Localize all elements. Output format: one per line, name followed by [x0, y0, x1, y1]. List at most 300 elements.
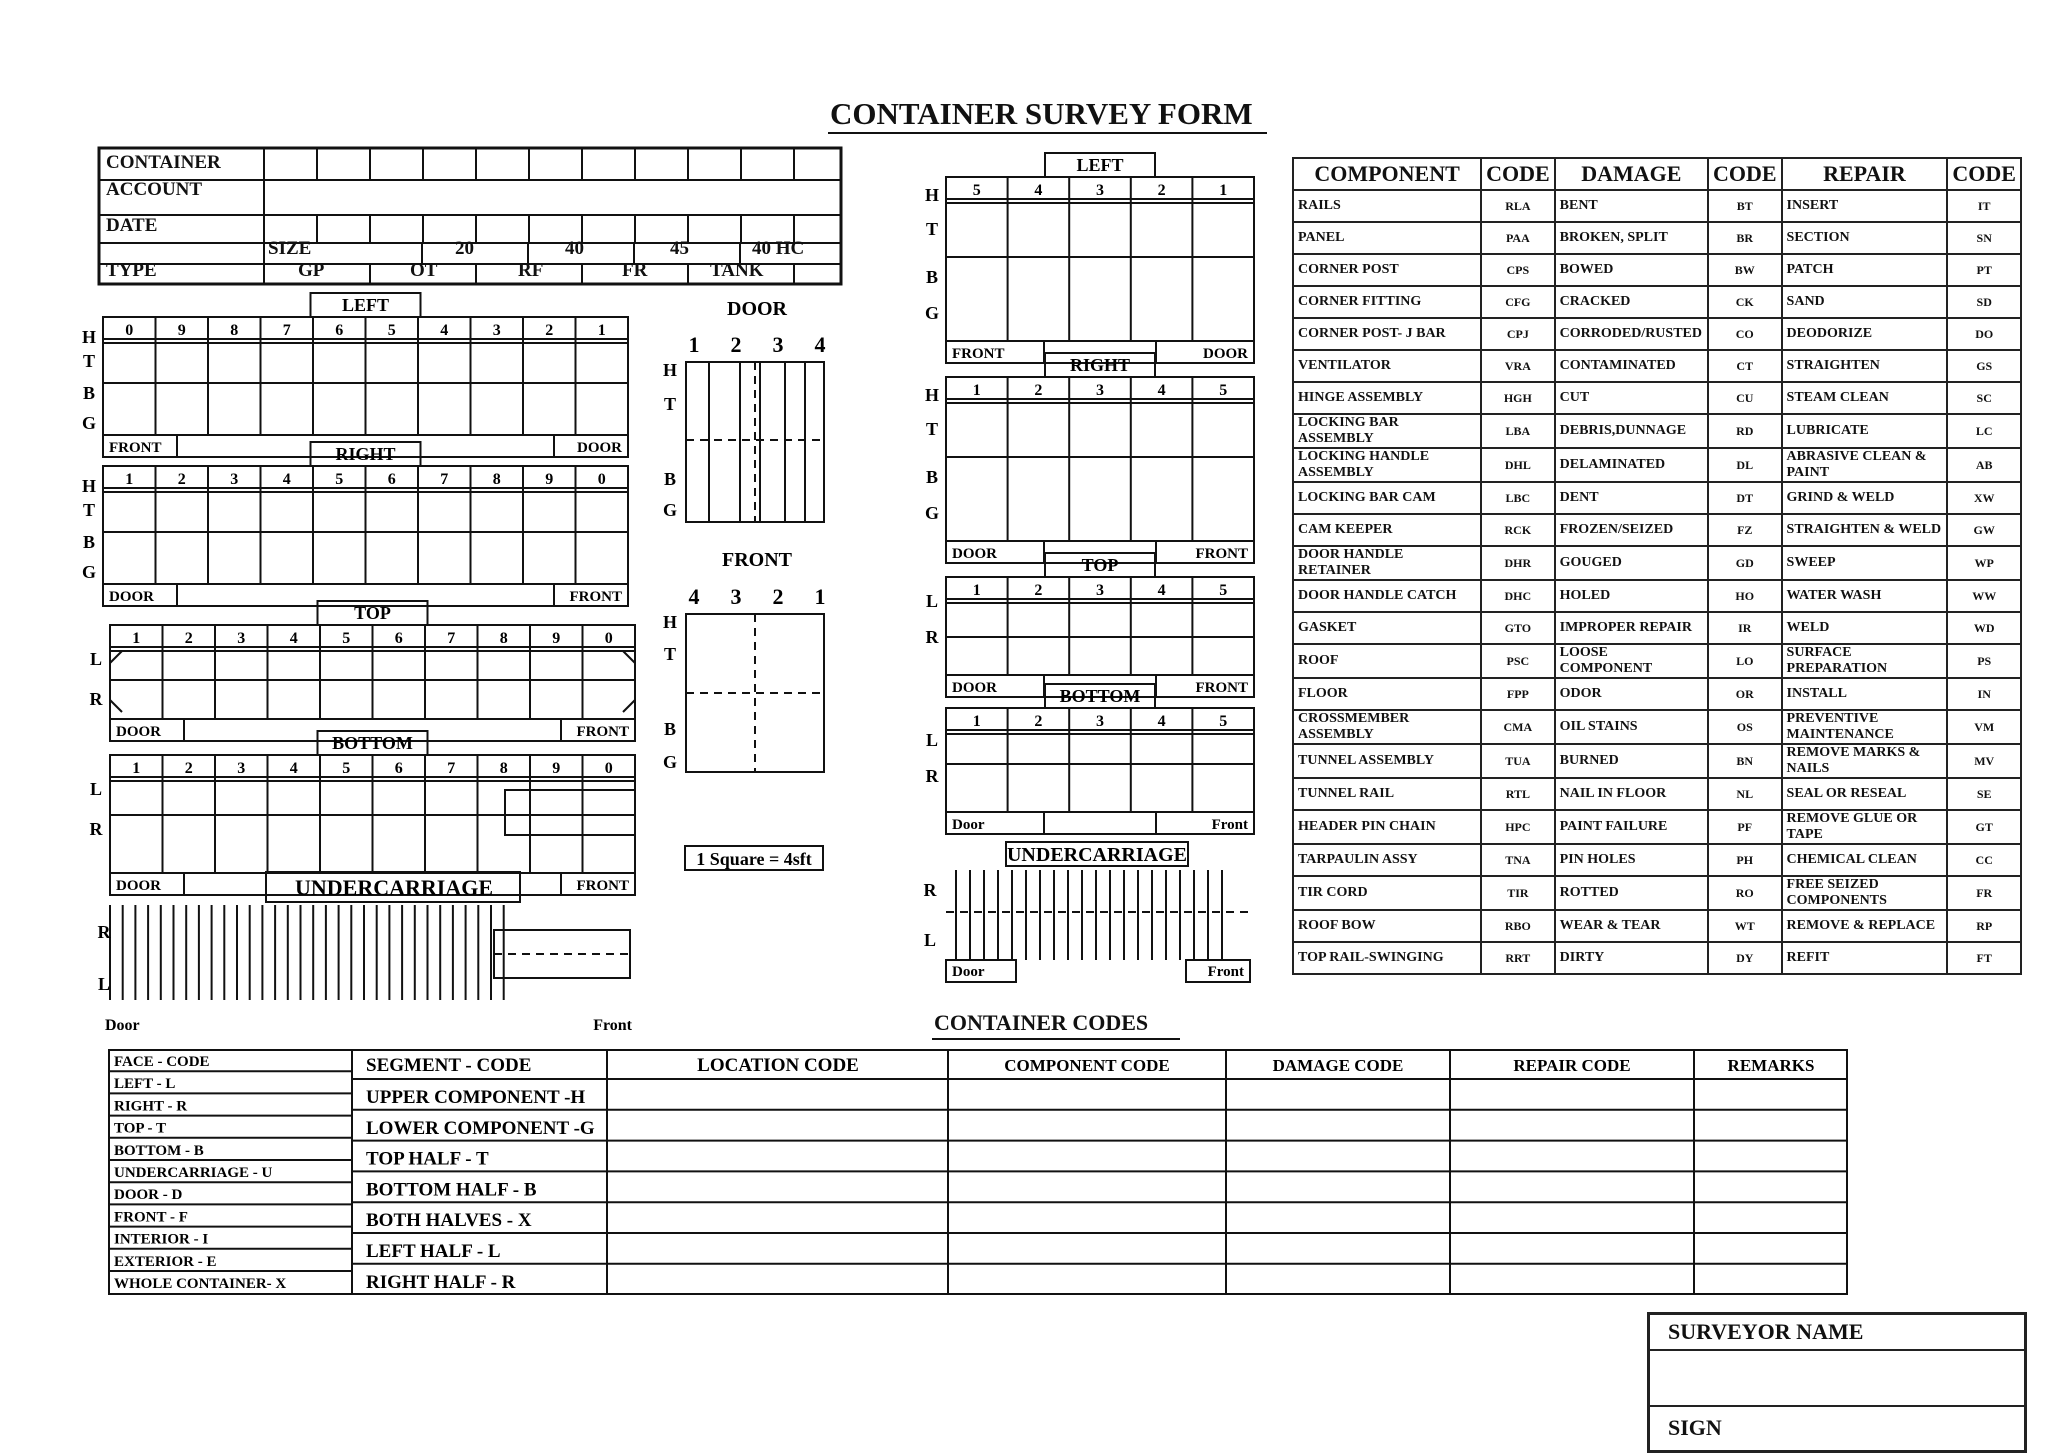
left_panel.top-col-8: 9: [552, 630, 561, 647]
left_panel.top-row-L: L: [89, 649, 103, 669]
type-fr: FR: [622, 260, 648, 281]
ref-cell: LO: [1708, 644, 1782, 678]
ref-cell: PF: [1708, 810, 1782, 844]
left_panel.right-row-G: G: [81, 562, 97, 582]
left_panel.bottom-col-2: 3: [237, 760, 246, 777]
left_panel.right-row-T: T: [82, 500, 96, 520]
left_panel.bottom-end: FRONT: [576, 878, 629, 894]
ref-cell: FLOOR: [1293, 678, 1481, 710]
left_panel.bottom-col-5: 6: [394, 760, 403, 777]
ref-cell: TOP RAIL-SWINGING: [1293, 942, 1481, 974]
mid_panel.right-end: FRONT: [1195, 546, 1248, 562]
left_panel.right-row-H: H: [81, 476, 97, 496]
segment-0: UPPER COMPONENT -H: [366, 1087, 586, 1108]
door-row-G: G: [662, 500, 678, 520]
left_panel.left-col-7: 3: [492, 322, 501, 339]
left_panel.top-col-2: 3: [237, 630, 246, 647]
size-label: SIZE: [268, 238, 312, 259]
mid_panel.top-col-4: 5: [1219, 582, 1228, 599]
left-uc-row-L: L: [97, 974, 111, 994]
door-col-0: 1: [688, 332, 700, 357]
ref-cell: CPJ: [1481, 318, 1555, 350]
ref-cell: REMOVE & REPLACE: [1782, 910, 1948, 942]
ref-cell: ROTTED: [1555, 876, 1708, 910]
ref-cell: LBC: [1481, 482, 1555, 514]
ref-cell: RAILS: [1293, 190, 1481, 222]
surveyor-name-field[interactable]: [1654, 1353, 2020, 1401]
ref-cell: DL: [1708, 448, 1782, 482]
ref-cell: NL: [1708, 778, 1782, 810]
ref-cell: TUNNEL ASSEMBLY: [1293, 744, 1481, 778]
left_panel.bottom-col-1: 2: [184, 760, 193, 777]
mid_panel.right-row-H: H: [924, 385, 940, 405]
segment-1: LOWER COMPONENT -G: [366, 1117, 595, 1139]
left_panel.top-col-4: 5: [342, 630, 351, 647]
ref-cell: DY: [1708, 942, 1782, 974]
left_panel.right-start: DOOR: [109, 589, 154, 605]
left_panel.top-start: DOOR: [116, 724, 161, 740]
date-label: DATE: [106, 215, 158, 236]
mid_panel.left-row-B: B: [925, 267, 939, 287]
size-45: 45: [670, 238, 689, 259]
ref-cell: MV: [1947, 744, 2021, 778]
mid_panel.top-col-0: 1: [972, 582, 981, 599]
left_panel.left-col-5: 5: [387, 322, 396, 339]
left_panel.right-col-1: 2: [177, 471, 186, 488]
ref-cell: GD: [1708, 546, 1782, 580]
ref-cell: INSTALL: [1782, 678, 1948, 710]
ref-cell: DOOR HANDLE CATCH: [1293, 580, 1481, 612]
ref-cell: GTO: [1481, 612, 1555, 644]
ref-cell: PT: [1947, 254, 2021, 286]
left_panel.bottom-start: DOOR: [116, 878, 161, 894]
ref-cell: GASKET: [1293, 612, 1481, 644]
left_panel.right-col-7: 8: [492, 471, 501, 488]
ref-cell: REFIT: [1782, 942, 1948, 974]
container-codes-title: CONTAINER CODES: [934, 1010, 1149, 1035]
mid_panel.right-row-T: T: [925, 419, 939, 439]
ref-cell: CRACKED: [1555, 286, 1708, 318]
mid_panel.left-row-T: T: [925, 219, 939, 239]
left_panel.left-col-3: 7: [282, 322, 291, 339]
left_panel.left-label: LEFT: [341, 295, 390, 315]
face-code-0: FACE - CODE: [114, 1054, 210, 1070]
ref-cell: RCK: [1481, 514, 1555, 546]
ref-cell: BROKEN, SPLIT: [1555, 222, 1708, 254]
left_panel.bottom-col-7: 8: [499, 760, 508, 777]
type-gp: GP: [298, 260, 325, 281]
mid_panel.top-col-3: 4: [1157, 582, 1166, 599]
front-col-0: 4: [688, 584, 700, 609]
left-uc-start: Door: [105, 1017, 140, 1034]
type-rf: RF: [518, 260, 544, 281]
mid_panel.left-col-1: 4: [1034, 182, 1043, 199]
ref-cell: CAM KEEPER: [1293, 514, 1481, 546]
mid-uc-start: Door: [952, 964, 985, 980]
mid_panel.left-label: LEFT: [1076, 155, 1124, 175]
ref-cell: INSERT: [1782, 190, 1948, 222]
ref-cell: SE: [1947, 778, 2021, 810]
mid_panel.bottom-col-4: 5: [1219, 713, 1228, 730]
face-code-10: WHOLE CONTAINER- X: [114, 1276, 287, 1292]
door-col-1: 2: [730, 332, 742, 357]
mid-uc-row-R: R: [923, 880, 937, 900]
mid_panel.right-label: RIGHT: [1069, 355, 1131, 375]
left_panel.left-row-G: G: [81, 413, 97, 433]
ref-cell: HINGE ASSEMBLY: [1293, 382, 1481, 414]
ref-cell: HEADER PIN CHAIN: [1293, 810, 1481, 844]
left_panel.right-col-8: 9: [545, 471, 554, 488]
mid_panel.left-row-H: H: [924, 185, 940, 205]
ref-cell: LBA: [1481, 414, 1555, 448]
door-label: DOOR: [727, 298, 787, 320]
ref-cell: IT: [1947, 190, 2021, 222]
mid_panel.bottom-col-1: 2: [1034, 713, 1043, 730]
ref-cell: WW: [1947, 580, 2021, 612]
left_panel.top-end: FRONT: [576, 724, 629, 740]
mid_panel.bottom-row-R: R: [925, 766, 939, 786]
ref-cell: RBO: [1481, 910, 1555, 942]
left_panel.bottom-col-4: 5: [342, 760, 351, 777]
face-code-9: EXTERIOR - E: [114, 1253, 217, 1270]
mid_panel.left-col-3: 2: [1157, 182, 1166, 199]
mid_panel.right-row-B: B: [925, 467, 939, 487]
container-label: CONTAINER: [106, 152, 221, 173]
ref-cell: RTL: [1481, 778, 1555, 810]
ref-cell: PATCH: [1782, 254, 1948, 286]
ref-cell: LOCKING BAR ASSEMBLY: [1293, 414, 1481, 448]
face-code-8: INTERIOR - I: [114, 1231, 209, 1248]
ref-cell: DHL: [1481, 448, 1555, 482]
ref-cell: WT: [1708, 910, 1782, 942]
mid-uc-end: Front: [1207, 964, 1244, 980]
ref-cell: GRIND & WELD: [1782, 482, 1948, 514]
ref-cell: CU: [1708, 382, 1782, 414]
ref-cell: STRAIGHTEN & WELD: [1782, 514, 1948, 546]
size-20: 20: [455, 238, 474, 259]
ref-cell: CORNER POST: [1293, 254, 1481, 286]
front-label: FRONT: [722, 549, 792, 571]
codes-header-2: DAMAGE CODE: [1272, 1056, 1404, 1075]
type-tank: TANK: [710, 260, 764, 281]
ref-cell: RD: [1708, 414, 1782, 448]
ref-cell: LUBRICATE: [1782, 414, 1948, 448]
door-col-2: 3: [772, 332, 784, 357]
mid_panel.top-col-1: 2: [1034, 582, 1043, 599]
front-col-1: 3: [730, 584, 742, 609]
ref-cell: CK: [1708, 286, 1782, 318]
ref-cell: HPC: [1481, 810, 1555, 844]
left_panel.top-col-9: 0: [604, 630, 613, 647]
page-title: CONTAINER SURVEY FORM: [830, 96, 1253, 131]
ref-cell: GOUGED: [1555, 546, 1708, 580]
ref-cell: IR: [1708, 612, 1782, 644]
left_panel.top-col-5: 6: [394, 630, 403, 647]
mid_panel.right-col-0: 1: [972, 382, 981, 399]
ref-cell: DOOR HANDLE RETAINER: [1293, 546, 1481, 580]
left_panel.right-label: RIGHT: [335, 444, 396, 464]
mid-undercarriage-label: UNDERCARRIAGE: [1006, 844, 1188, 866]
left_panel.top-col-6: 7: [447, 630, 456, 647]
front-col-2: 2: [772, 584, 784, 609]
ref-header-1: CODE: [1481, 158, 1555, 190]
surveyor-box: [1647, 1312, 2027, 1453]
ref-cell: AB: [1947, 448, 2021, 482]
mid_panel.top-end: FRONT: [1195, 680, 1248, 696]
ref-cell: STEAM CLEAN: [1782, 382, 1948, 414]
ref-header-4: REPAIR: [1782, 158, 1948, 190]
mid-uc-row-L: L: [923, 930, 937, 950]
left_panel.right-col-6: 7: [440, 471, 449, 488]
ref-cell: DHC: [1481, 580, 1555, 612]
left_panel.left-col-1: 9: [177, 322, 186, 339]
mid_panel.right-row-G: G: [924, 503, 940, 523]
ref-cell: CC: [1947, 844, 2021, 876]
ref-cell: TUNNEL RAIL: [1293, 778, 1481, 810]
ref-cell: BURNED: [1555, 744, 1708, 778]
mid_panel.top-row-L: L: [925, 591, 939, 611]
front-row-G: G: [662, 752, 678, 772]
door-col-3: 4: [814, 332, 826, 357]
ref-cell: REMOVE MARKS & NAILS: [1782, 744, 1948, 778]
ref-cell: FPP: [1481, 678, 1555, 710]
account-label: ACCOUNT: [106, 179, 203, 200]
ref-cell: IN: [1947, 678, 2021, 710]
left_panel.top-col-7: 8: [499, 630, 508, 647]
mid_panel.bottom-start: Door: [952, 817, 985, 833]
type-label: TYPE: [106, 260, 157, 281]
mid_panel.right-col-2: 3: [1096, 382, 1104, 399]
ref-cell: ROOF BOW: [1293, 910, 1481, 942]
left_panel.top-col-1: 2: [184, 630, 193, 647]
ref-cell: CPS: [1481, 254, 1555, 286]
segment-6: RIGHT HALF - R: [366, 1271, 516, 1293]
left_panel.left-col-8: 2: [545, 322, 554, 339]
codes-header-3: REPAIR CODE: [1513, 1056, 1631, 1075]
codes-header-0: LOCATION CODE: [697, 1055, 859, 1076]
ref-cell: PS: [1947, 644, 2021, 678]
ref-cell: CT: [1708, 350, 1782, 382]
left_panel.right-col-9: 0: [597, 471, 606, 488]
ref-cell: CFG: [1481, 286, 1555, 318]
ref-cell: GW: [1947, 514, 2021, 546]
left_panel.left-row-B: B: [82, 383, 96, 403]
ref-cell: CROSSMEMBER ASSEMBLY: [1293, 710, 1481, 744]
mid_panel.left-col-0: 5: [972, 182, 981, 199]
size-40hc: 40 HC: [752, 238, 805, 259]
type-ot: OT: [410, 260, 438, 281]
mid_panel.bottom-col-2: 3: [1096, 713, 1104, 730]
ref-cell: CORNER POST- J BAR: [1293, 318, 1481, 350]
ref-cell: BW: [1708, 254, 1782, 286]
surveyor-name-label: SURVEYOR NAME: [1668, 1319, 1864, 1344]
ref-cell: CO: [1708, 318, 1782, 350]
ref-header-2: DAMAGE: [1555, 158, 1708, 190]
ref-cell: RLA: [1481, 190, 1555, 222]
ref-cell: FZ: [1708, 514, 1782, 546]
left_panel.top-label: TOP: [354, 603, 391, 623]
ref-cell: XW: [1947, 482, 2021, 514]
ref-cell: OR: [1708, 678, 1782, 710]
scale-note: 1 Square = 4sft: [696, 849, 812, 869]
front-row-T: T: [663, 644, 677, 664]
ref-cell: RRT: [1481, 942, 1555, 974]
mid_panel.bottom-col-0: 1: [972, 713, 981, 730]
ref-cell: BT: [1708, 190, 1782, 222]
mid_panel.left-col-2: 3: [1096, 182, 1104, 199]
mid_panel.left-row-G: G: [924, 303, 940, 323]
ref-cell: RO: [1708, 876, 1782, 910]
mid_panel.left-end: DOOR: [1203, 346, 1248, 362]
ref-cell: DEBRIS,DUNNAGE: [1555, 414, 1708, 448]
face-code-3: TOP - T: [114, 1120, 166, 1137]
ref-cell: VM: [1947, 710, 2021, 744]
left_panel.left-col-0: 0: [125, 322, 134, 339]
ref-cell: WELD: [1782, 612, 1948, 644]
ref-cell: WEAR & TEAR: [1555, 910, 1708, 942]
left_panel.top-col-3: 4: [289, 630, 298, 647]
ref-cell: PIN HOLES: [1555, 844, 1708, 876]
left_panel.left-row-T: T: [82, 351, 96, 371]
ref-cell: FT: [1947, 942, 2021, 974]
ref-cell: STRAIGHTEN: [1782, 350, 1948, 382]
left_panel.bottom-row-L: L: [89, 779, 103, 799]
ref-cell: DO: [1947, 318, 2021, 350]
ref-cell: REMOVE GLUE OR TAPE: [1782, 810, 1948, 844]
segment-3: BOTTOM HALF - B: [366, 1179, 537, 1201]
ref-header-3: CODE: [1708, 158, 1782, 190]
left_panel.left-end: DOOR: [577, 440, 622, 456]
face-code-4: BOTTOM - B: [114, 1142, 204, 1159]
ref-cell: BENT: [1555, 190, 1708, 222]
codes-header-1: COMPONENT CODE: [1004, 1056, 1170, 1075]
face-code-1: LEFT - L: [114, 1076, 176, 1093]
ref-cell: PH: [1708, 844, 1782, 876]
ref-cell: TARPAULIN ASSY: [1293, 844, 1481, 876]
mid_panel.bottom-col-3: 4: [1157, 713, 1166, 730]
ref-cell: PREVENTIVE MAINTENANCE: [1782, 710, 1948, 744]
ref-cell: TIR: [1481, 876, 1555, 910]
ref-cell: CUT: [1555, 382, 1708, 414]
left_panel.bottom-row-R: R: [89, 819, 103, 839]
ref-cell: WD: [1947, 612, 2021, 644]
ref-cell: LOOSE COMPONENT: [1555, 644, 1708, 678]
size-40: 40: [565, 238, 584, 259]
mid_panel.left-start: FRONT: [952, 346, 1005, 362]
ref-cell: GS: [1947, 350, 2021, 382]
left-undercarriage-label: UNDERCARRIAGE: [294, 875, 494, 900]
ref-cell: SECTION: [1782, 222, 1948, 254]
ref-cell: TUA: [1481, 744, 1555, 778]
left_panel.top-row-R: R: [89, 689, 103, 709]
ref-cell: CORNER FITTING: [1293, 286, 1481, 318]
ref-cell: LC: [1947, 414, 2021, 448]
left_panel.right-col-3: 4: [282, 471, 291, 488]
left_panel.right-col-5: 6: [387, 471, 396, 488]
door-row-T: T: [663, 394, 677, 414]
front-row-H: H: [662, 612, 678, 632]
codes-grid: [108, 1049, 1848, 1295]
left_panel.right-end: FRONT: [569, 589, 622, 605]
ref-cell: WATER WASH: [1782, 580, 1948, 612]
ref-header-5: CODE: [1947, 158, 2021, 190]
left_panel.left-col-2: 8: [230, 322, 239, 339]
ref-cell: HGH: [1481, 382, 1555, 414]
left_panel.right-col-0: 1: [125, 471, 134, 488]
left_panel.bottom-col-0: 1: [132, 760, 141, 777]
mid_panel.bottom-row-L: L: [925, 730, 939, 750]
ref-cell: PAINT FAILURE: [1555, 810, 1708, 844]
left_panel.left-start: FRONT: [109, 440, 162, 456]
ref-cell: ROOF: [1293, 644, 1481, 678]
ref-cell: SD: [1947, 286, 2021, 318]
front-row-B: B: [663, 719, 677, 739]
segment-5: LEFT HALF - L: [366, 1241, 501, 1262]
ref-cell: BN: [1708, 744, 1782, 778]
ref-cell: PAA: [1481, 222, 1555, 254]
ref-cell: WP: [1947, 546, 2021, 580]
ref-cell: BR: [1708, 222, 1782, 254]
ref-cell: SN: [1947, 222, 2021, 254]
ref-cell: CMA: [1481, 710, 1555, 744]
left_panel.left-col-9: 1: [597, 322, 606, 339]
mid_panel.top-start: DOOR: [952, 680, 997, 696]
ref-cell: IMPROPER REPAIR: [1555, 612, 1708, 644]
segment-2: TOP HALF - T: [366, 1148, 489, 1170]
ref-cell: CONTAMINATED: [1555, 350, 1708, 382]
face-code-6: DOOR - D: [114, 1187, 183, 1204]
ref-cell: PANEL: [1293, 222, 1481, 254]
ref-cell: DELAMINATED: [1555, 448, 1708, 482]
ref-cell: FROZEN/SEIZED: [1555, 514, 1708, 546]
mid_panel.right-col-1: 2: [1034, 382, 1043, 399]
segment-header: SEGMENT - CODE: [366, 1055, 532, 1076]
left_panel.left-col-4: 6: [335, 322, 344, 339]
left_panel.right-col-4: 5: [335, 471, 344, 488]
ref-cell: SURFACE PREPARATION: [1782, 644, 1948, 678]
left_panel.bottom-col-8: 9: [552, 760, 561, 777]
left_panel.right-row-B: B: [82, 532, 96, 552]
ref-cell: FR: [1947, 876, 2021, 910]
face-code-5: UNDERCARRIAGE - U: [114, 1165, 273, 1181]
ref-cell: CHEMICAL CLEAN: [1782, 844, 1948, 876]
ref-cell: ABRASIVE CLEAN & PAINT: [1782, 448, 1948, 482]
ref-cell: NAIL IN FLOOR: [1555, 778, 1708, 810]
left-uc-end: Front: [593, 1017, 632, 1034]
left_panel.top-col-0: 1: [132, 630, 141, 647]
left_panel.left-col-6: 4: [440, 322, 449, 339]
left-uc-row-R: R: [97, 922, 111, 942]
ref-cell: RP: [1947, 910, 2021, 942]
ref-cell: SC: [1947, 382, 2021, 414]
door-row-H: H: [662, 360, 678, 380]
face-code-2: RIGHT - R: [114, 1098, 188, 1115]
ref-cell: FREE SEIZED COMPONENTS: [1782, 876, 1948, 910]
ref-cell: LOCKING HANDLE ASSEMBLY: [1293, 448, 1481, 482]
codes-header-4: REMARKS: [1727, 1056, 1815, 1075]
ref-cell: OS: [1708, 710, 1782, 744]
codes-table: [108, 1049, 1848, 1295]
ref-cell: TNA: [1481, 844, 1555, 876]
mid_panel.top-row-R: R: [925, 627, 939, 647]
mid_panel.top-col-2: 3: [1096, 582, 1104, 599]
ref-header-0: COMPONENT: [1293, 158, 1481, 190]
ref-cell: HOLED: [1555, 580, 1708, 612]
mid_panel.bottom-end: Front: [1211, 817, 1248, 833]
left_panel.bottom-col-6: 7: [447, 760, 456, 777]
mid_panel.bottom-label: BOTTOM: [1059, 686, 1141, 706]
left_panel.left-row-H: H: [81, 327, 97, 347]
